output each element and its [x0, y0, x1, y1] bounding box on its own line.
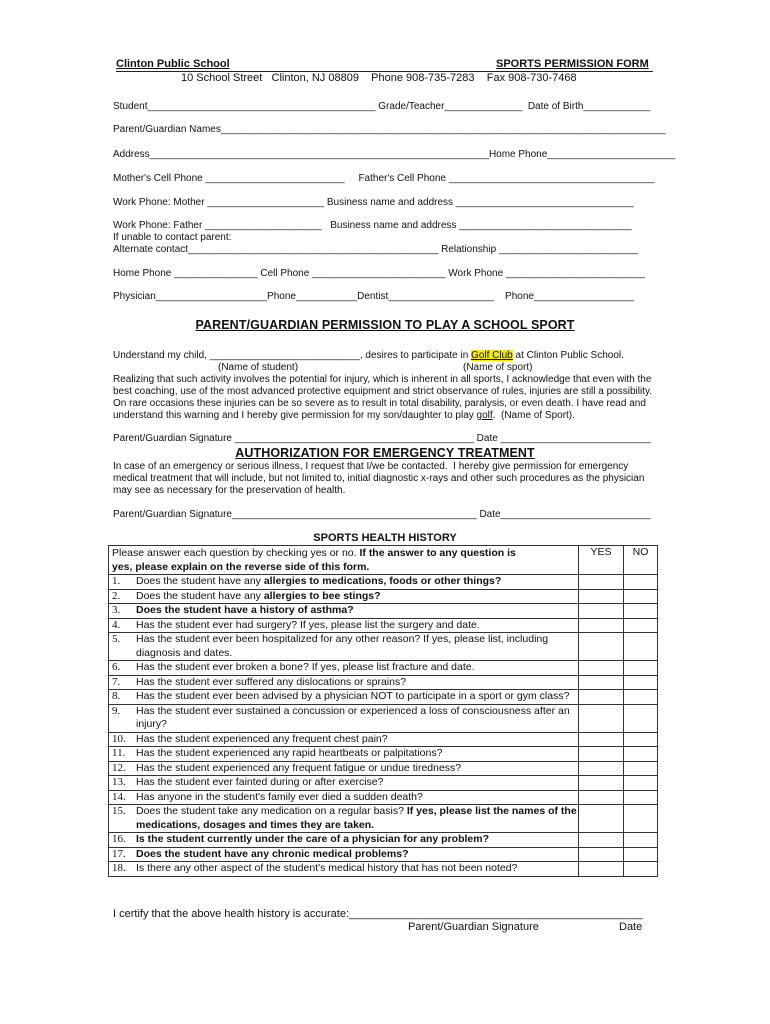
cell-phones-line[interactable]: Mother's Cell Phone _________________________ Father's Cell Phone _____________________________________: [113, 173, 655, 184]
question-cell: [109, 618, 579, 633]
question-number: 10.: [112, 732, 126, 745]
table-row: [109, 589, 658, 604]
yes-checkbox-cell[interactable]: [579, 589, 624, 604]
warning-sport: golf: [476, 410, 493, 421]
yes-checkbox-cell[interactable]: [579, 661, 624, 676]
question-cell: [109, 847, 579, 862]
question-text-bold: allergies to bee stings?: [263, 589, 381, 602]
permission-line-post: at Clinton Public School.: [512, 350, 624, 361]
yes-checkbox-cell[interactable]: [579, 575, 624, 590]
work-phone-father-line[interactable]: Work Phone: Father _____________________ Business name and address _______________________________: [113, 220, 632, 231]
question-number: 15.: [112, 805, 126, 817]
school-name: Clinton Public School: [116, 58, 230, 70]
question-text: [136, 705, 578, 732]
table-row: [109, 805, 658, 833]
question-text-plain: Has anyone in the student's family ever died a sudden death?: [136, 790, 423, 803]
yes-column-header: YES: [579, 546, 624, 575]
question-text-plain: Has the student ever broken a bone? If yes, please list fracture and date.: [136, 661, 475, 673]
question-cell: [109, 589, 579, 604]
question-cell: [109, 790, 579, 805]
question-text-plain: Does the student take any medication on a regular basis?: [136, 805, 407, 817]
no-checkbox-cell[interactable]: [624, 575, 658, 590]
question-cell: [109, 833, 579, 848]
table-row: [109, 604, 658, 619]
health-intro-text: Please answer each question by checking yes or no.: [112, 547, 360, 559]
permission-signature-line[interactable]: Parent/Guardian Signature ___________________________________________ Date ___________________________: [113, 433, 651, 444]
table-row: [109, 732, 658, 747]
table-row: [109, 747, 658, 762]
question-text-bold: Does the student have a history of asthma?: [136, 604, 354, 616]
question-text-bold: If yes, please list the names of the medications, dosages and times they are taken.: [136, 805, 577, 831]
question-cell: [109, 690, 579, 705]
no-checkbox-cell[interactable]: [624, 862, 658, 877]
yes-checkbox-cell[interactable]: [579, 790, 624, 805]
emergency-signature-line[interactable]: Parent/Guardian Signature____________________________________________ Date___________________________: [113, 509, 651, 520]
question-number: 2.: [112, 589, 121, 602]
question-text-plain: Has the student experienced any frequent chest pain?: [136, 732, 388, 745]
name-of-sport-caption: (Name of sport): [463, 362, 533, 373]
question-text-plain: Does the student have any: [136, 589, 264, 602]
question-text: [136, 733, 578, 747]
question-number: 12.: [112, 761, 126, 774]
question-text-plain: Has the student ever sustained a concussion or experienced a loss of consciousness after an injury?: [136, 704, 570, 730]
question-cell: [109, 633, 579, 661]
question-number: 16.: [112, 833, 126, 845]
question-number: 11.: [112, 747, 126, 759]
yes-checkbox-cell[interactable]: [579, 833, 624, 848]
question-text-plain: Has the student ever suffered any dislocations or sprains?: [136, 675, 407, 688]
yes-checkbox-cell[interactable]: [579, 732, 624, 747]
question-cell: [109, 747, 579, 762]
table-row: [109, 661, 658, 676]
no-checkbox-cell[interactable]: [624, 690, 658, 705]
yes-checkbox-cell[interactable]: [579, 690, 624, 705]
question-number: 5.: [112, 633, 121, 645]
address-line: 10 School Street Clinton, NJ 08809 Phone 908-735-7283 Fax 908-730-7468: [181, 72, 577, 84]
question-text-plain: Has the student ever fainted during or after exercise?: [136, 776, 384, 788]
question-text-bold: Does the student have any chronic medical problems?: [136, 847, 409, 860]
no-checkbox-cell[interactable]: [624, 833, 658, 848]
question-number: 8.: [112, 690, 121, 702]
warning-para-line4-post: . (Name of Sport).: [492, 410, 575, 421]
table-row: [109, 690, 658, 705]
physician-dentist-line[interactable]: Physician____________________Phone___________Dentist___________________ Phone__________________: [113, 291, 635, 302]
no-checkbox-cell[interactable]: [624, 618, 658, 633]
table-row: [109, 833, 658, 848]
table-row: [109, 633, 658, 661]
no-checkbox-cell[interactable]: [624, 805, 658, 833]
warning-para-line1: Realizing that such activity involves the potential for injury, which is inherent in all sports, I acknowledge that even with the: [113, 374, 652, 385]
question-text-plain: Has the student ever been advised by a physician NOT to participate in a sport or gym class?: [136, 690, 570, 702]
question-cell: [109, 575, 579, 590]
question-text: [136, 747, 578, 761]
question-number: 3.: [112, 604, 121, 616]
yes-checkbox-cell[interactable]: [579, 776, 624, 791]
question-cell: [109, 805, 579, 833]
no-checkbox-cell[interactable]: [624, 776, 658, 791]
question-cell: [109, 661, 579, 676]
yes-checkbox-cell[interactable]: [579, 862, 624, 877]
question-text: [136, 762, 578, 776]
question-number: 7.: [112, 675, 121, 688]
question-number: 1.: [112, 575, 121, 587]
question-number: 4.: [112, 618, 121, 631]
table-row: [109, 862, 658, 877]
question-cell: [109, 675, 579, 690]
question-text: [136, 575, 578, 589]
question-cell: [109, 704, 579, 732]
yes-checkbox-cell[interactable]: [579, 675, 624, 690]
question-text-plain: Has the student experienced any frequent fatigue or undue tiredness?: [136, 761, 462, 774]
health-intro-bold-a: If the answer to any question is: [359, 547, 516, 559]
health-history-table: [108, 545, 658, 877]
warning-para-line4-pre: understand this warning and I hereby give permission for my son/daughter to play: [113, 410, 477, 421]
question-text: [136, 833, 578, 847]
certify-signature-label: Parent/Guardian Signature: [408, 921, 539, 933]
work-phone-mother-line[interactable]: Work Phone: Mother _____________________ Business name and address ________________________________: [113, 197, 634, 208]
question-text: [136, 805, 578, 832]
no-column-header: NO: [624, 546, 658, 575]
question-text: [136, 690, 578, 704]
table-row: [109, 675, 658, 690]
question-number: 13.: [112, 776, 126, 788]
question-cell: [109, 604, 579, 619]
question-text-plain: Has the student experienced any rapid heartbeats or palpitations?: [136, 747, 443, 759]
no-checkbox-cell[interactable]: [624, 589, 658, 604]
parent-names-line[interactable]: Parent/Guardian Names________________________________________________________________________________: [113, 124, 666, 135]
table-row: [109, 575, 658, 590]
yes-checkbox-cell[interactable]: [579, 604, 624, 619]
no-checkbox-cell[interactable]: [624, 675, 658, 690]
certify-line[interactable]: I certify that the above health history is accurate:________________________________________________: [113, 908, 643, 920]
question-number: 14.: [112, 790, 126, 803]
certify-date-label: Date: [619, 921, 643, 933]
question-text: [136, 619, 578, 633]
yes-checkbox-cell[interactable]: [579, 618, 624, 633]
question-text: [136, 661, 578, 675]
no-checkbox-cell[interactable]: [624, 704, 658, 732]
question-text-plain: Does the student have any: [136, 575, 264, 587]
emergency-para-line3: may see as necessary for the preservation of health.: [113, 485, 346, 496]
no-checkbox-cell[interactable]: [624, 633, 658, 661]
question-cell: [109, 862, 579, 877]
question-text-bold: allergies to medications, foods or other things?: [263, 575, 502, 587]
table-row: [109, 618, 658, 633]
no-checkbox-cell[interactable]: [624, 732, 658, 747]
no-checkbox-cell[interactable]: [624, 747, 658, 762]
warning-para-line4: [113, 410, 575, 421]
permission-line-pre: Understand my child, ___________________________, desires to participate in: [113, 350, 472, 361]
form-title: SPORTS PERMISSION FORM: [496, 58, 649, 70]
yes-checkbox-cell[interactable]: [579, 704, 624, 732]
table-row: [109, 761, 658, 776]
name-of-student-caption: (Name of student): [218, 362, 299, 373]
question-text: [136, 862, 578, 876]
student-line[interactable]: Student_________________________________________ Grade/Teacher______________ Date of Birth____________: [113, 101, 651, 112]
permission-line: [113, 350, 624, 361]
yes-checkbox-cell[interactable]: [579, 805, 624, 833]
alternate-contact-line[interactable]: Alternate contact_____________________________________________ Relationship _________________________: [113, 244, 638, 255]
question-text: [136, 633, 578, 660]
question-cell: [109, 761, 579, 776]
question-text: [136, 848, 578, 862]
sport-name[interactable]: Golf Club: [471, 350, 513, 361]
permission-title: PARENT/GUARDIAN PERMISSION TO PLAY A SCHOOL SPORT: [195, 318, 575, 332]
table-row: [109, 776, 658, 791]
yes-checkbox-cell[interactable]: [579, 747, 624, 762]
question-text: [136, 791, 578, 805]
no-checkbox-cell[interactable]: [624, 790, 658, 805]
question-number: 18.: [112, 862, 126, 874]
health-intro-cell: [109, 546, 579, 575]
yes-checkbox-cell[interactable]: [579, 847, 624, 862]
health-intro-row: [109, 546, 658, 575]
question-number: 9.: [112, 704, 121, 717]
question-text: [136, 776, 578, 790]
health-intro-bold-b: yes, please explain on the reverse side of this form.: [112, 560, 370, 573]
yes-checkbox-cell[interactable]: [579, 761, 624, 776]
question-text-plain: Has the student ever been hospitalized for any other reason? If yes, please list, including diagnosis and dates.: [136, 633, 549, 659]
warning-para-line2: best coaching, use of the most advanced protective equipment and strict observance of rules, injuries are still a possibility.: [113, 386, 652, 397]
health-history-title: SPORTS HEALTH HISTORY: [313, 532, 457, 544]
emergency-title: AUTHORIZATION FOR EMERGENCY TREATMENT: [235, 446, 535, 460]
contact-phones-line[interactable]: Home Phone _______________ Cell Phone ________________________ Work Phone _________________________: [113, 268, 645, 279]
no-checkbox-cell[interactable]: [624, 604, 658, 619]
question-cell: [109, 776, 579, 791]
no-checkbox-cell[interactable]: [624, 847, 658, 862]
table-row: [109, 704, 658, 732]
question-text-plain: Is there any other aspect of the student's medical history that has not been noted?: [136, 862, 518, 874]
question-text-plain: Has the student ever had surgery? If yes, please list the surgery and date.: [136, 618, 480, 631]
no-checkbox-cell[interactable]: [624, 761, 658, 776]
question-number: 17.: [112, 847, 126, 860]
emergency-para-line1: In case of an emergency or serious illness, I request that I/we be contacted. I hereby give permission for emergency: [113, 461, 629, 472]
address-field-line[interactable]: Address_____________________________________________________________Home Phone_______________________: [113, 149, 676, 160]
question-text: [136, 676, 578, 690]
question-text: [136, 604, 578, 618]
question-number: 6.: [112, 661, 121, 673]
unable-contact-label: If unable to contact parent:: [113, 232, 232, 243]
table-row: [109, 790, 658, 805]
no-checkbox-cell[interactable]: [624, 661, 658, 676]
yes-checkbox-cell[interactable]: [579, 633, 624, 661]
warning-para-line3: On rare occasions these injuries can be so severe as to result in total disability, paralysis, or even death. I have read and: [113, 398, 646, 409]
question-text: [136, 590, 578, 604]
question-cell: [109, 732, 579, 747]
question-text-bold: Is the student currently under the care of a physician for any problem?: [136, 833, 489, 845]
table-row: [109, 847, 658, 862]
emergency-para-line2: medical treatment that will include, but not limited to, initial diagnostic x-rays and other such procedures as the physician: [113, 473, 645, 484]
